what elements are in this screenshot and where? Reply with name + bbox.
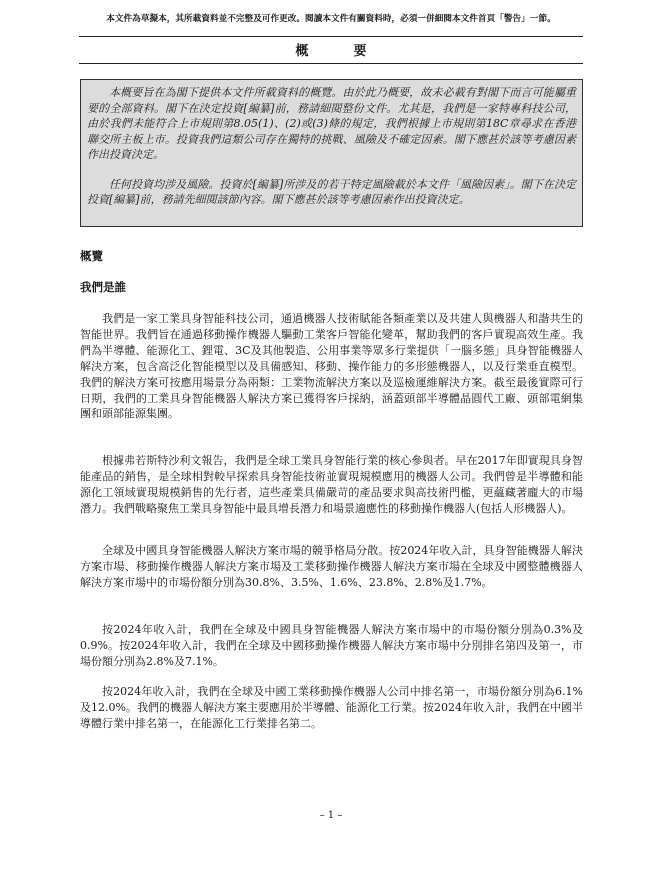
notice-paragraph: 任何投資均涉及風險。投資於[編纂]所涉及的若干特定風險載於本文件「風險因素」。閣下在決定投資[編纂]前，務請先細閱該節內容。閣下應甚於該等考慮因素作出投資決定。 [87, 177, 576, 206]
summary-notice-box [80, 79, 583, 227]
draft-warning-header: 本文件為草擬本，其所載資料並不完整及可作更改。閱讀本文件有關資料時，必須一併細閱本文件首頁「警告」一節。 [106, 14, 556, 24]
title-top-rule [79, 36, 583, 37]
body-paragraph: 按2024年收入計，我們在全球及中國具身智能機器人解決方案市場中的市場份額分別為0.3%及0.9%。按2024年收入計，我們在全球及中國移動操作機器人解決方案市場中分別排名第四及第一，市場份額分別為2.8%及7.1%。 [80, 623, 583, 668]
subsection-heading-who-we-are: 我們是誰 [80, 280, 126, 294]
body-paragraph: 根據弗若斯特沙利文報告，我們是全球工業具身智能行業的核心參與者。早在2017年即實現具身智能產品的銷售，是全球相對較早探索具身智能技術並實現規模應用的機器人公司。我們曾是半導體和能源化工領域實現規模銷售的先行者，這些產業具備嚴苛的產品要求與高技術門檻，更蘊藏著龐大的市場潛力。我們戰略聚焦工業具身智能中最具增長潛力和場景適應性的移動操作機器人(包括人形機器人)。 [80, 454, 583, 515]
body-paragraph: 全球及中國具身智能機器人解決方案市場的競爭格局分散。按2024年收入計，具身智能機器人解決方案市場、移動操作機器人解決方案市場及工業移動操作機器人解決方案市場在全球及中國整體機器人解決方案市場中的市場份額分別為30.8%、3.5%、1.6%、23.8%、2.8%及1.7%。 [80, 544, 583, 589]
body-paragraph: 我們是一家工業具身智能科技公司，通過機器人技術賦能各類產業以及共建人與機器人和諧共生的智能世界。我們旨在通過移動操作機器人驅動工業客戶智能化變革，幫助我們的客戶實現高效生產。我們為半導體、能源化工、鋰電、3C及其他製造、公用事業等眾多行業提供「一腦多態」具身智能機器人解決方案，包含高泛化智能模型以及具備感知、移動、操作能力的多形態機器人，以及行業垂直模型。我們的解決方案可按應用場景分為兩類：工業物流解決方案以及巡檢運維解決方案。截至最後實際可行日期，我們的工業具身智能機器人解決方案已獲得客戶採納，涵蓋頭部半導體晶圓代工廠、頭部電網集團和頭部能源集團。 [80, 312, 583, 421]
page-title: 概 要 [295, 44, 383, 59]
section-heading-overview: 概覽 [80, 249, 103, 263]
body-paragraph: 按2024年收入計，我們在全球及中國工業移動操作機器人公司中排名第一，市場份額分別為6.1%及12.0%。我們的機器人解決方案主要應用於半導體、能源化工行業。按2024年收入計，我們在中國半導體行業中排名第一，在能源化工行業排名第二。 [80, 685, 583, 730]
page-number: – 1 – [319, 810, 343, 821]
notice-paragraph: 本概要旨在為閣下提供本文件所載資料的概覽。由於此乃概要，故未必載有對閣下而言可能屬重要的全部資料。閣下在決定投資[編纂]前，務請細閱整份文件。尤其是，我們是一家特專科技公司，由於我們未能符合上市規則第8.05(1)、(2)或(3)條的規定，我們根據上市規則第18C章尋求在香港聯交所主板上市。投資我們這類公司存在獨特的挑戰、風險及不確定因素。閣下應甚於該等考慮因素作出投資決定。 [87, 86, 576, 161]
title-bottom-rule [79, 63, 583, 64]
